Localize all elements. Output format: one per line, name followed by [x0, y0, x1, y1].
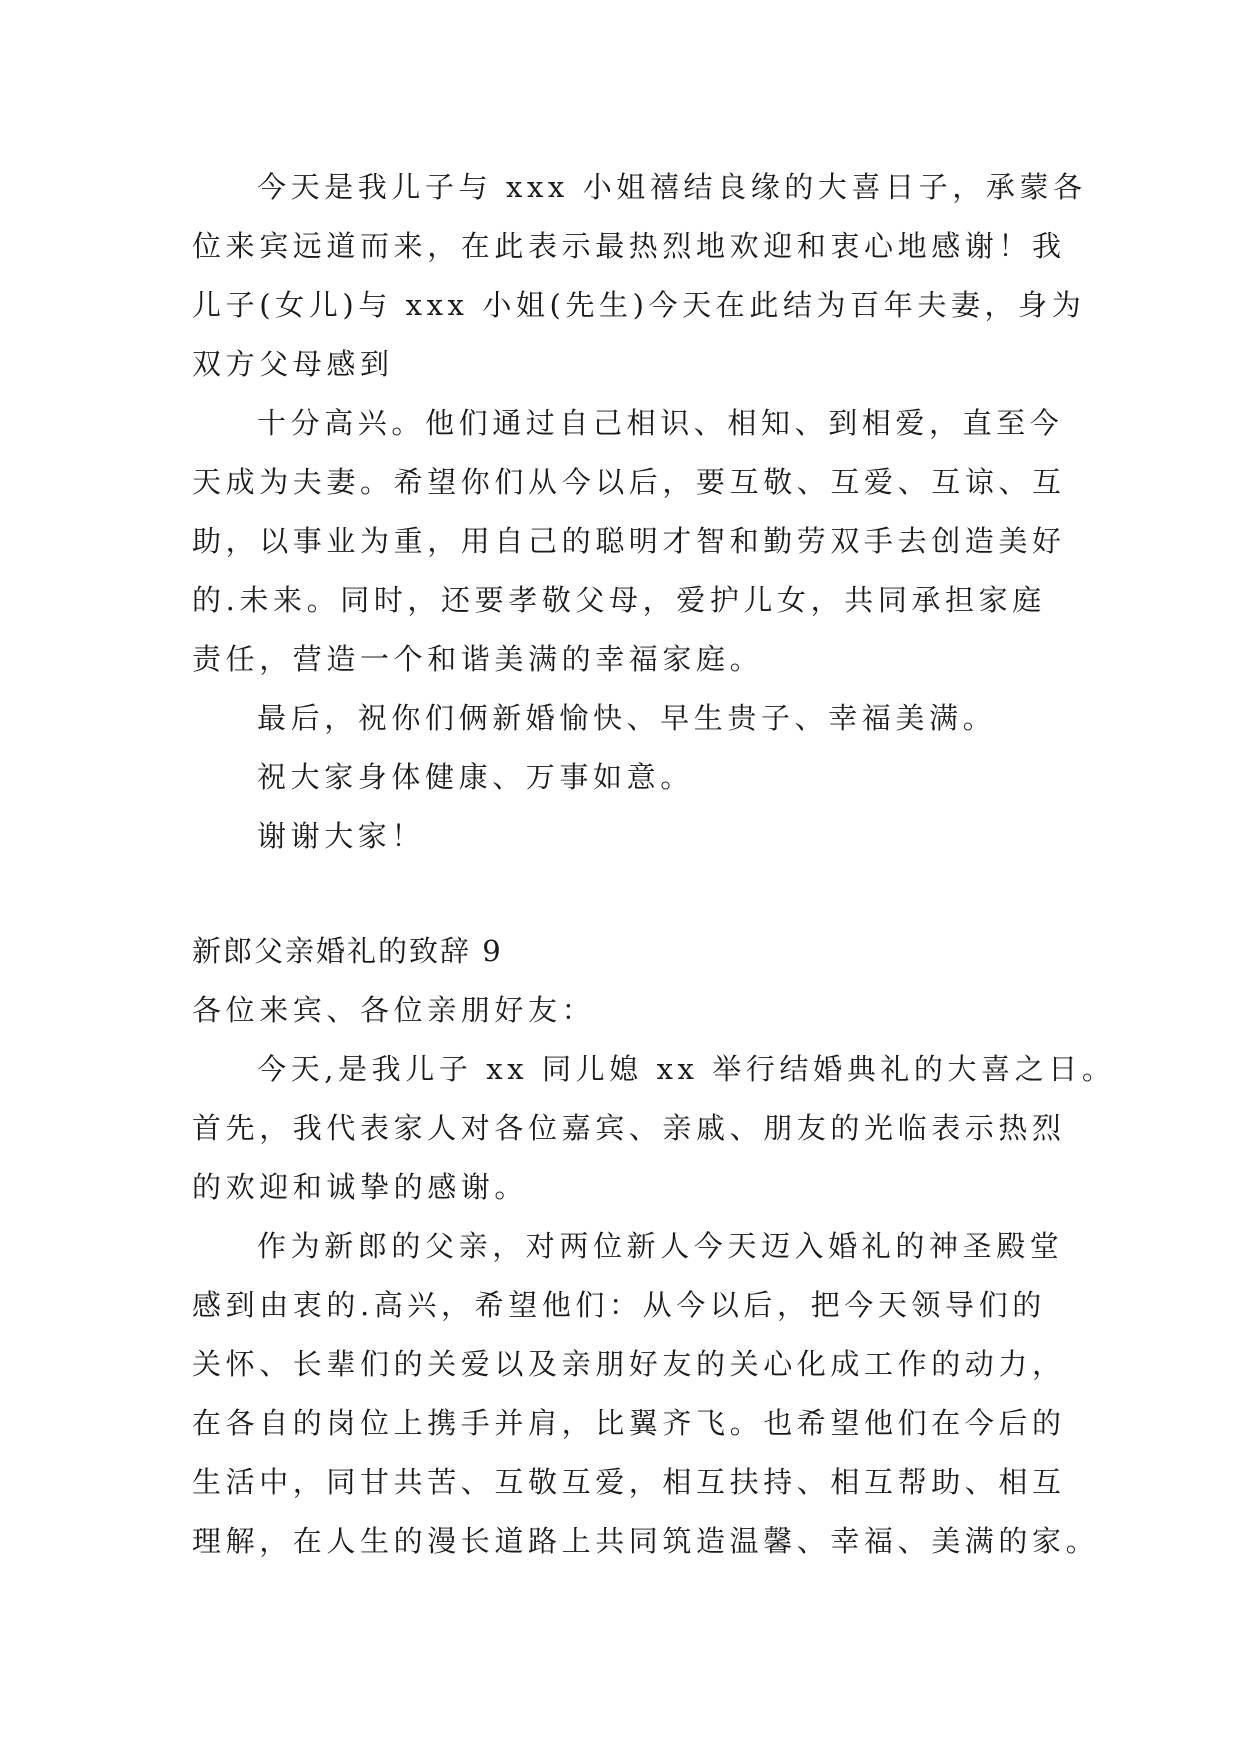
text-line: 在各自的岗位上携手并肩，比翼齐飞。也希望他们在今后的: [192, 1406, 1066, 1440]
paragraph: [192, 1217, 1100, 1571]
text-line: 助，以事业为重，用自己的聪明才智和勤劳双手去创造美好: [192, 524, 1066, 558]
text-line: 祝大家身体健康、万事如意。: [257, 760, 694, 794]
text-line: 首先，我代表家人对各位嘉宾、亲戚、朋友的光临表示热烈: [192, 1111, 1066, 1145]
text-line: 天成为夫妻。希望你们从今以后，要互敬、互爱、互谅、互: [192, 465, 1066, 499]
text-line: 关怀、长辈们的关爱以及亲朋好友的关心化成工作的动力，: [192, 1347, 1066, 1381]
text-line: 双方父母感到: [192, 347, 394, 381]
text-line: 理解，在人生的漫长道路上共同筑造温馨、幸福、美满的家。: [192, 1524, 1100, 1558]
text-line: 生活中，同甘共苦、互敬互爱，相互扶持、相互帮助、相互: [192, 1465, 1066, 1499]
text-line: 今天是我儿子与 xxx 小姐禧结良缘的大喜日子，承蒙各: [257, 170, 1087, 204]
text-line: 最后，祝你们俩新婚愉快、早生贵子、幸福美满。: [257, 701, 997, 735]
text-line: 十分高兴。他们通过自己相识、相知、到相爱，直至今: [257, 406, 1064, 440]
text-line: 感到由衷的.高兴，希望他们：从今以后，把今天领导们的: [192, 1288, 1046, 1322]
paragraph: [192, 689, 1052, 748]
paragraph: [192, 394, 1066, 689]
section-title: 新郎父亲婚礼的致辞 9: [192, 934, 503, 968]
text-line: 的欢迎和诚挚的感谢。: [192, 1170, 529, 1204]
text-line: 作为新郎的父亲，对两位新人今天迈入婚礼的神圣殿堂: [257, 1229, 1064, 1263]
text-line: 责任，营造一个和谐美满的幸福家庭。: [192, 642, 764, 676]
paragraph: [192, 158, 1087, 394]
paragraph: [192, 807, 1052, 866]
salutation: 各位来宾、各位亲朋好友：: [192, 993, 596, 1027]
section-gap: [192, 866, 1052, 922]
text-line: 位来宾远道而来，在此表示最热烈地欢迎和衷心地感谢！我: [192, 229, 1066, 263]
text-line: 谢谢大家！: [257, 819, 426, 853]
text-line: 儿子(女儿)与 xxx 小姐(先生)今天在此结为百年夫妻，身为: [192, 288, 1086, 322]
text-line: 的.未来。同时，还要孝敬父母，爱护儿女，共同承担家庭: [192, 583, 1046, 617]
document-body: [192, 158, 1116, 1571]
paragraph: [192, 748, 1052, 807]
text-line: 今天,是我儿子 xx 同儿媳 xx 举行结婚典礼的大喜之日。: [257, 1052, 1116, 1086]
paragraph: [192, 1040, 1116, 1217]
